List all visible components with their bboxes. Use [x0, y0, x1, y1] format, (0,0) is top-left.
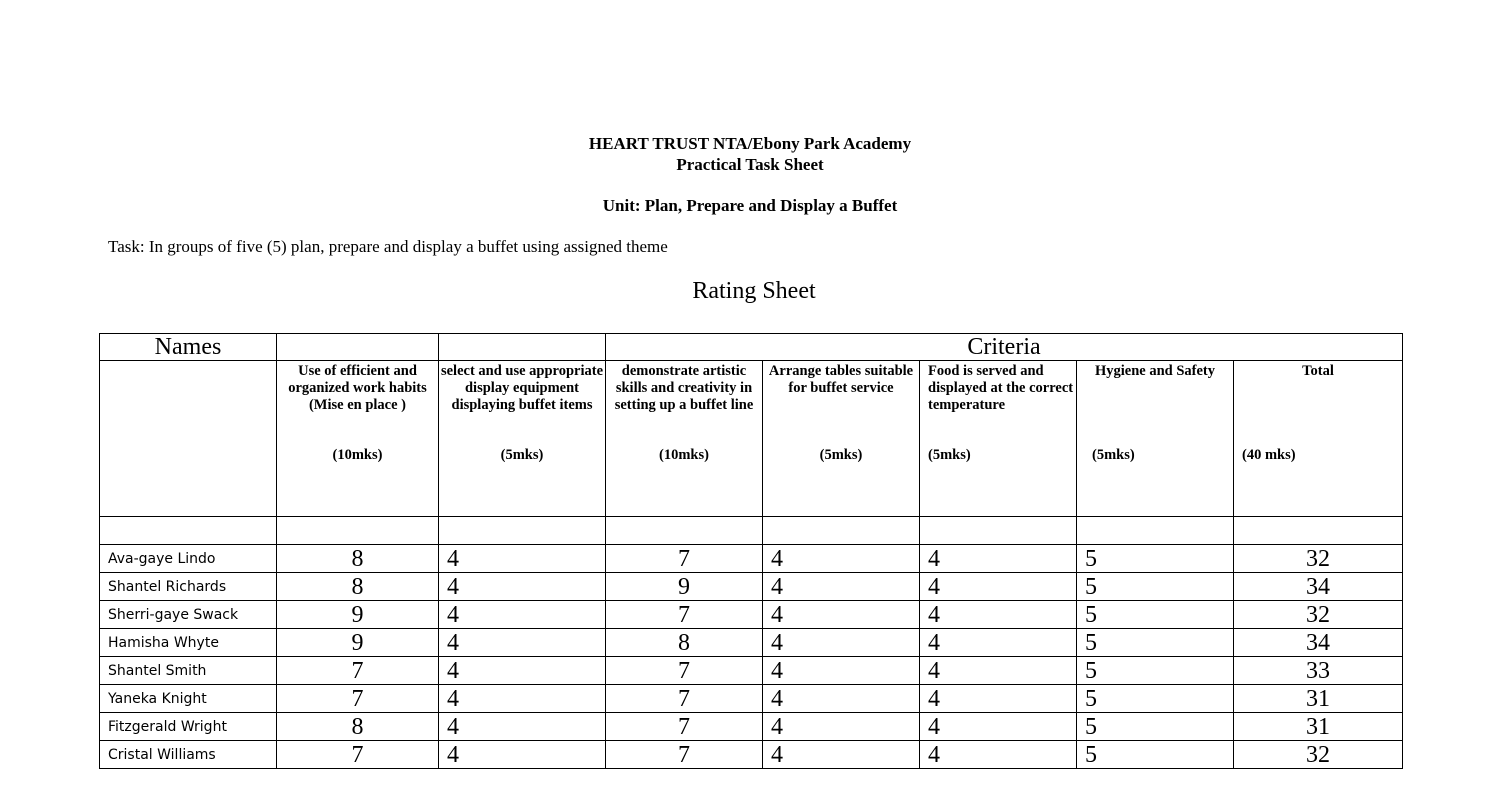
criterion-marks: (5mks)	[928, 447, 971, 463]
unit-title: Unit: Plan, Prepare and Display a Buffet	[602, 196, 898, 215]
criterion-score: 7	[277, 685, 439, 713]
criterion-score: 4	[439, 545, 606, 573]
blank-cell	[100, 361, 277, 517]
criterion-score: 4	[763, 713, 920, 741]
criterion-score: 5	[1077, 545, 1234, 573]
criterion-score: 7	[277, 657, 439, 685]
table-row	[100, 601, 1403, 629]
criterion-score: 7	[606, 545, 763, 573]
student-name: Sherri-gaye Swack	[100, 601, 277, 629]
criterion-cell	[1077, 361, 1234, 517]
criterion-score: 4	[920, 601, 1077, 629]
criterion-score: 9	[277, 629, 439, 657]
student-name: Ava-gaye Lindo	[100, 545, 277, 573]
table-row	[100, 545, 1403, 573]
criterion-score: 4	[439, 629, 606, 657]
criterion-score: 5	[1077, 629, 1234, 657]
criterion-score: 5	[1077, 657, 1234, 685]
criterion-cell	[920, 361, 1077, 517]
criterion-score: 4	[763, 629, 920, 657]
criterion-cell	[439, 361, 606, 517]
sheet-title: Practical Task Sheet	[676, 155, 824, 174]
criterion-score: 4	[920, 629, 1077, 657]
total-score: 31	[1234, 713, 1403, 741]
criterion-cell	[606, 361, 763, 517]
criterion-score: 7	[606, 601, 763, 629]
criterion-score: 8	[277, 573, 439, 601]
table-row	[100, 657, 1403, 685]
spacer-row	[100, 517, 1403, 545]
criterion-score: 4	[763, 573, 920, 601]
criterion-marks: (10mks)	[332, 447, 383, 463]
criterion-score: 4	[439, 573, 606, 601]
criterion-marks: (10mks)	[659, 447, 709, 463]
criterion-marks: (5mks)	[500, 447, 544, 463]
criterion-score: 4	[920, 545, 1077, 573]
criterion-score: 7	[606, 713, 763, 741]
criterion-score: 4	[439, 713, 606, 741]
criterion-score: 7	[277, 741, 439, 769]
student-name: Cristal Williams	[100, 741, 277, 769]
total-score: 33	[1234, 657, 1403, 685]
criterion-score: 4	[439, 741, 606, 769]
blank-header-cell	[439, 334, 606, 361]
student-name: Fitzgerald Wright	[100, 713, 277, 741]
total-score: 34	[1234, 629, 1403, 657]
criterion-score: 4	[920, 741, 1077, 769]
criterion-score: 8	[606, 629, 763, 657]
criterion-marks: (40 mks)	[1242, 447, 1296, 463]
criterion-marks: (5mks)	[1092, 447, 1135, 463]
rating-table	[99, 333, 1403, 769]
criterion-score: 5	[1077, 601, 1234, 629]
criteria-row	[100, 361, 1403, 517]
criterion-score: 4	[920, 657, 1077, 685]
criterion-label: select and use appropriate display equipment displaying buffet items	[440, 363, 604, 413]
total-score: 32	[1234, 741, 1403, 769]
criterion-score: 7	[606, 685, 763, 713]
table-row	[100, 741, 1403, 769]
criterion-score: 5	[1077, 741, 1234, 769]
table-header-row	[100, 334, 1403, 361]
criterion-score: 4	[920, 573, 1077, 601]
criterion-label: Arrange tables suitable for buffet service	[768, 363, 914, 396]
table-row	[100, 713, 1403, 741]
total-score: 32	[1234, 545, 1403, 573]
criterion-marks: (5mks)	[819, 447, 863, 463]
total-score: 34	[1234, 573, 1403, 601]
criterion-score: 8	[277, 713, 439, 741]
student-name: Hamisha Whyte	[100, 629, 277, 657]
total-score: 32	[1234, 601, 1403, 629]
criterion-score: 4	[763, 685, 920, 713]
criterion-cell	[1234, 361, 1403, 517]
blank-header-cell	[277, 334, 439, 361]
criterion-label: Hygiene and Safety	[1094, 363, 1216, 379]
criterion-label: Total	[1302, 363, 1334, 379]
criteria-header: Criteria	[606, 334, 1403, 361]
criterion-score: 9	[277, 601, 439, 629]
total-score: 31	[1234, 685, 1403, 713]
criterion-score: 4	[439, 601, 606, 629]
criterion-score: 4	[920, 685, 1077, 713]
criterion-score: 7	[606, 741, 763, 769]
criterion-cell	[763, 361, 920, 517]
criterion-score: 4	[763, 545, 920, 573]
criterion-score: 4	[439, 657, 606, 685]
criterion-score: 9	[606, 573, 763, 601]
names-header: Names	[100, 334, 277, 361]
criterion-label: Use of efficient and organized work habits (Mise en place )	[288, 363, 427, 413]
criterion-score: 4	[920, 713, 1077, 741]
student-name: Shantel Richards	[100, 573, 277, 601]
criterion-score: 5	[1077, 685, 1234, 713]
task-description: Task: In groups of five (5) plan, prepare and display a buffet using assigned theme	[108, 237, 668, 256]
criterion-cell	[277, 361, 439, 517]
student-name: Shantel Smith	[100, 657, 277, 685]
criterion-score: 8	[277, 545, 439, 573]
table-row	[100, 573, 1403, 601]
criterion-score: 4	[439, 685, 606, 713]
student-name: Yaneka Knight	[100, 685, 277, 713]
rating-sheet-title: Rating Sheet	[692, 278, 816, 304]
criterion-score: 5	[1077, 713, 1234, 741]
organization-title: HEART TRUST NTA/Ebony Park Academy	[588, 134, 912, 153]
criterion-label: demonstrate artistic skills and creativity in setting up a buffet line	[614, 363, 754, 413]
criterion-score: 4	[763, 657, 920, 685]
criterion-score: 7	[606, 657, 763, 685]
criterion-label: Food is served and displayed at the correct temperature	[928, 363, 1074, 413]
table-row	[100, 629, 1403, 657]
criterion-score: 4	[763, 741, 920, 769]
criterion-score: 5	[1077, 573, 1234, 601]
table-row	[100, 685, 1403, 713]
criterion-score: 4	[763, 601, 920, 629]
